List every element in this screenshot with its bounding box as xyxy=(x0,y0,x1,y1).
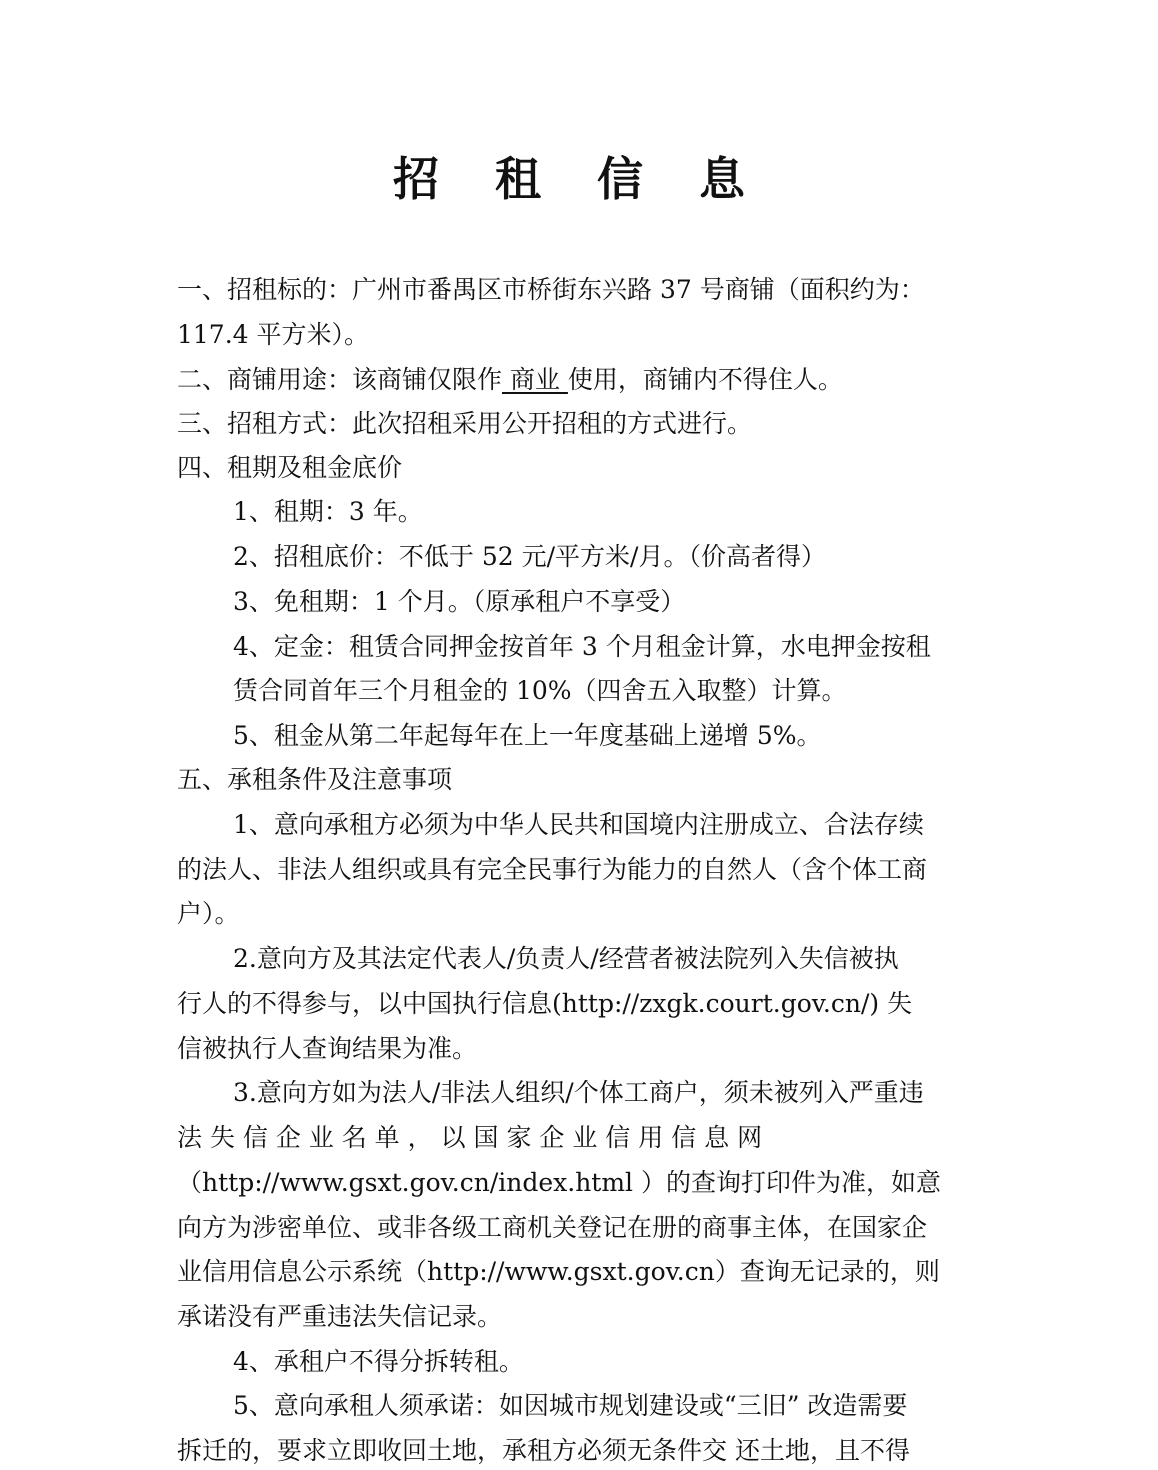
section-5-line: 业信用信息公示系统（http://www.gsxt.gov.cn）查询无记录的，则 xyxy=(177,1257,940,1286)
document-title: 招 租 信 息 xyxy=(392,152,766,206)
section-5-heading: 五、承租条件及注意事项 xyxy=(177,765,453,794)
section-1-line-1: 一、招租标的：广州市番禺区市桥街东兴路 37 号商铺（面积约为： xyxy=(177,275,925,304)
section-5-line: 信被执行人查询结果为准。 xyxy=(177,1034,478,1063)
section-5-line: 向方为涉密单位、或非各级工商机关登记在册的商事主体，在国家企 xyxy=(177,1213,928,1242)
section-2-prefix: 二、商铺用途：该商铺仅限作 xyxy=(177,365,503,394)
section-4-item-4: 4、定金：租赁合同押金按首年 3 个月租金计算，水电押金按租 xyxy=(233,632,931,661)
section-2-line xyxy=(177,365,843,395)
section-5-line: 承诺没有严重违法失信记录。 xyxy=(177,1302,503,1331)
section-5-line: 的法人、非法人组织或具有完全民事行为能力的自然人（含个体工商 xyxy=(177,855,928,884)
section-4-item-5: 5、租金从第二年起每年在上一年度基础上递增 5%。 xyxy=(233,721,822,750)
usage-underlined-value: 商业 xyxy=(502,365,568,394)
section-4-item-4-cont: 赁合同首年三个月租金的 10%（四舍五入取整）计算。 xyxy=(233,676,847,705)
section-4-item-1: 1、租期：3 年。 xyxy=(233,497,423,526)
section-5-line: 行人的不得参与，以中国执行信息(http://zxgk.court.gov.cn/) 失 xyxy=(177,989,913,1018)
section-5-line: 4、承租户不得分拆转租。 xyxy=(233,1347,524,1376)
section-3-line: 三、招租方式：此次招租采用公开招租的方式进行。 xyxy=(177,409,753,438)
section-2-suffix: 使用，商铺内不得住人。 xyxy=(567,365,843,394)
section-4-heading: 四、租期及租金底价 xyxy=(177,453,403,482)
section-5-line: 5、意向承租人须承诺：如因城市规划建设或“三旧” 改造需要 xyxy=(233,1391,908,1420)
section-5-line: 拆迁的，要求立即收回土地，承租方必须无条件交 还土地，且不得 xyxy=(177,1436,910,1465)
section-1-line-2: 117.4 平方米）。 xyxy=(177,320,370,349)
section-5-line: 2.意向方及其法定代表人/负责人/经营者被法院列入失信被执 xyxy=(233,944,899,973)
section-5-line: 户）。 xyxy=(177,899,240,928)
section-4-item-2: 2、招租底价：不低于 52 元/平方米/月。（价高者得） xyxy=(233,542,826,571)
section-4-item-3: 3、免租期：1 个月。（原承租户不享受） xyxy=(233,587,686,616)
section-5-line: 1、意向承租方必须为中华人民共和国境内注册成立、合法存续 xyxy=(233,810,924,839)
section-5-line: 3.意向方如为法人/非法人组织/个体工商户，须未被列入严重违 xyxy=(233,1078,924,1107)
section-5-line: （http://www.gsxt.gov.cn/index.html ）的查询打印件为准，如意 xyxy=(177,1168,941,1197)
section-5-line-justified: 法 失 信 企 业 名 单 ， 以 国 家 企 业 信 用 信 息 网 xyxy=(177,1123,763,1152)
